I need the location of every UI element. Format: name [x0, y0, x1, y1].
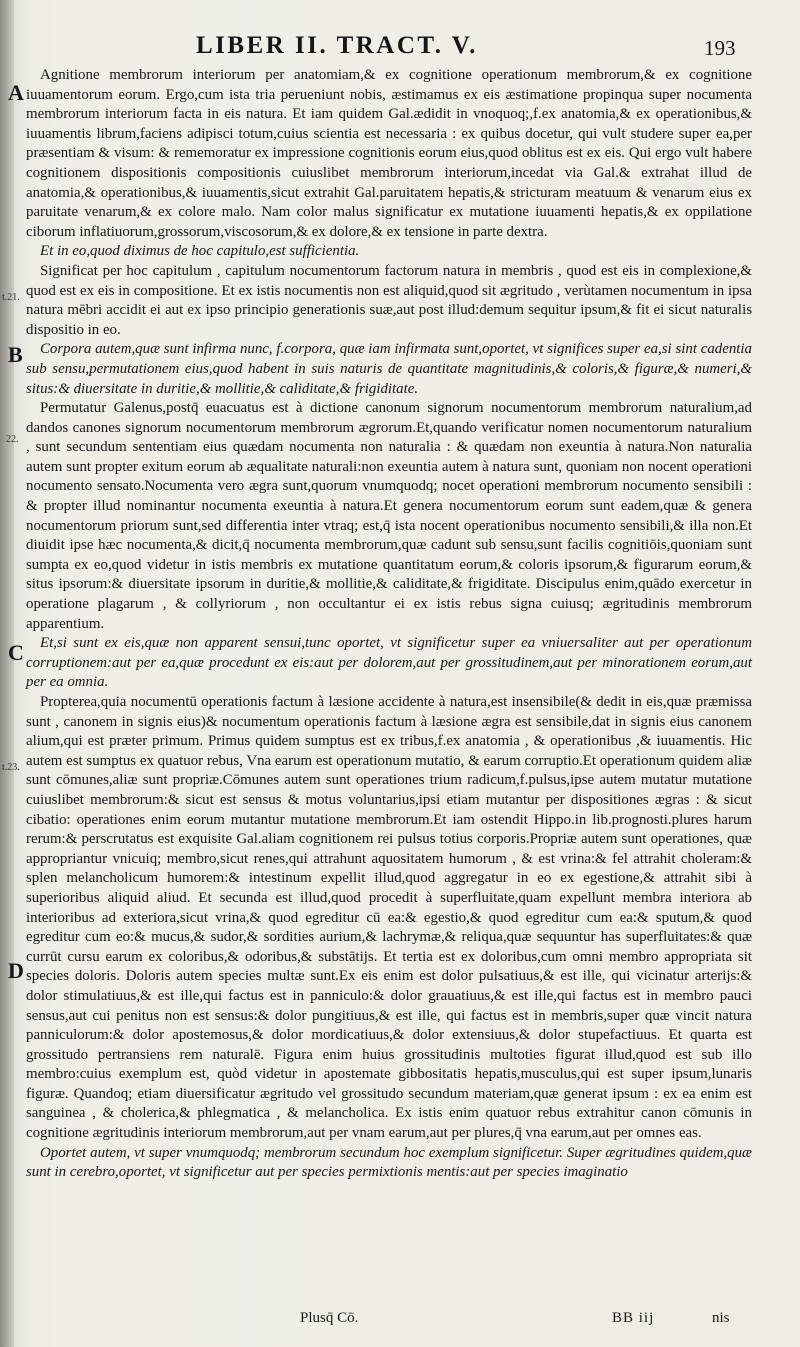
next-page-word: nis — [712, 1310, 730, 1326]
lemma-3: Et,si sunt ex eis,quæ non apparent sensui,tunc oportet, vt significetur super ea vniuersaliter aut per operationum corruptionem:aut per ea,quæ procedunt ex eis:aut per dolorem,aut per grossitudinem,aut per minorationem eorum,aut per ea omnia. — [26, 635, 752, 691]
page-footer — [0, 1308, 800, 1338]
lemma-2: Corpora autem,quæ sunt infirma nunc, f.corpora, quæ iam infirmata sunt,oportet, vt significes super ea,si sint cadentia sub sensu,permutationem eius,quod habent in suis naturis de quantitate magnitudinis,& coloris,& figuræ,& numeri,& situs:& diuersitate in duritie,& mollitie,& caliditate,& frigiditate. — [26, 341, 752, 397]
paragraph-1: Agnitione membrorum interiorum per anatomiam,& ex cognitione operationum membrorum,& ex cognitione iuuamentorum eorum. Ergo,cum ista tria perueniunt nobis, æstimamus ex eis æstimatione propinqua super nocumenta membrorum interiorum facta in eis natura. Et iam quidem Gal.ædidit in vnoquoq;,f.ex anatomia,& ex operationibus,& iuuamentis librum,faciens adipisci totum,cuius scientia est necessaria : ex quibus docetur, qui vult studere super ea,per præsentiam & visum: & rememoratur ex impressione cognitionis eorum eius,quod oblitus est ex eis. Qui ergo vult habere cognitionem dispositionis compositionis cuiuslibet membrorum interiorum,incedat via Gal.& extrahat illud de anatomia,& operationibus,& iuuamentis,sicut extrahit Gal.paruitatem hepatis,& stricturam meatuum & venarum eius ex paruitate venarum,& ex colore malo. Nam color malus significatur ex mutatione iuuamenti hepatis,& ex oppilatione ciborum inflatiuorum,grossorum,viscosorum,& ex dolore,& ex tensione in parte dextra. — [26, 67, 752, 240]
margin-letter-a: A — [8, 80, 24, 105]
page-number: 193 — [704, 36, 736, 60]
paragraph-3: Permutatur Galenus,postq̄ euacuatus est à dictione canonum signorum nocumentorum membrorum naturalium,ad dandos canones signorum nocumentorum membrorum ægrorum.Et,quando verificatur nomen nocumentorum naturalium , sunt secundum sententiam eius quædam nocumenta non naturalia : & quædam non exeuntia à natura.Non naturalia autem sunt propter exitum eorum ab æqualitate naturali:non exeuntia autem à natura sunt, quoniam non nocent operationi nocumento sensato.Nocumenta vero ægra sunt,quorum vnumquodq; nocet operationi membrorum nocumento sensibili : & propter illud nominantur nocumenta exeuntia à natura.Et genera nocumentorum eorum sunt eadem,quæ & genera nocumentorum priorum sunt,sed differentia inter vtraq; est,q̄ ista nocent operationibus nocumento sensibili,& illa non.Et diuidit ipse hæc nocumenta,& dicit,q̄ nocumenta membrorum,quæ cadunt sub sensu,sunt facilis cognitiōis,quoniam sunt sumpta ex eo,quod videtur in istis membris ex mutatione quantitatum eorum,& coloris ipsorum,& figurarum eorum,& situs ipsorum:& diuersitate ipsorum in duritie,& mollitie,& caliditate,& frigiditate. Discipulus enim,quādo exercetur in operatione plagarum , & collyriorum , non occultantur ei ex istis rebus signa cuiusq; ægritudinis membrorum apparentium. — [26, 400, 752, 632]
paragraph-2: Significat per hoc capitulum , capitulum nocumentorum factorum natura in membris , quod est eis in complexione,& quod est ex eis in compositione. Et ex istis nocumentis non est aliquid,quod sit ægritudo , verùtamen nocumentum in ipsa natura mēbri accidit ei aut ex ipso principio generationis suæ,aut post illud:demum sequitur ipsum,& fit ei sicut naturalis dispositio in eo. — [26, 262, 752, 338]
page-header — [0, 30, 800, 66]
running-title: LIBER II. TRACT. V. — [196, 32, 478, 59]
margin-letter-d: D — [8, 958, 24, 983]
margin-letter-c: C — [8, 640, 24, 665]
margin-note-22: 22. — [6, 434, 19, 445]
catchword: Plusq̄ Cō. — [300, 1310, 359, 1326]
body-text — [26, 66, 752, 1183]
gutter-shadow — [0, 0, 14, 1347]
lemma-1: Et in eo,quod diximus de hoc capitulo,est sufficientia. — [40, 243, 360, 260]
margin-note-t21: t.21. — [2, 292, 20, 303]
paragraph-4: Propterea,quia nocumentū operationis factum à læsione accidente à natura,est insensibile(& dedit in eis,quæ præmissa sunt , canonem in signis eius)& nocumentum operationis factum à læsione ægra est sensibile,dat in signis eius canonem alium,qui est præter primum. Primus quidem sumptus est ex tribus,f.ex anatomia , & operationibus ,& iuuamentis. Hic autem est sumptus ex quatuor rebus, Vna earum est operationum mutatio, & earum corruptio.Et operationum quidem aliæ sunt cōmunes,aliæ sunt propriæ.Cōmunes autem sunt operationes trium radicum,f.pulsus,ipse autem mutatur mutatione cuiuslibet membrorum:& sicut est sensus & motus voluntarius,ipsi etiam mutantur per dispositiones ægras : & sicut cibatio: operationes enim eorum mutantur mutatione membrorum.Et iam ostendit Hippo.in lib.prognosti.plures harum rerum:& perscrutatus est exquisite Gal.aliam cognitionem rei pulsus totius corporis.Propriæ autem sunt operationes, quæ appropriantur vnicuiq; membro,sicut renes,qui attrahunt aquositatem humorum , & est vrina:& fel attrahit choleram:& splen melancholicum humorem:& intestinum expellit illud,quod aggregatur in eo ex egestione,& attrahit sibi à superioribus aliquid aliud. Et secunda est illud,quod procedit à superfluitate,quam expellunt membra interiora ab interioribus ad exteriora,sicut vrina,& quod egreditur cū ea:& egestio,& quod egreditur cum ea:& sputum,& quod egreditur cum eo:& mucus,& sudor,& sordities aurium,& lachrymæ,& reliqua,quæ sequuntur has superfluitates:& quæ currūt cursu earum ex coloribus,& odoribus,& substātijs. Et tertia est ex doloribus,cum omni membro appropriata sit species doloris. Doloris autem species multæ sunt.Ex eis enim est dolor pulsatiuus,& est ille, qui vicinatur arterijs:& dolor stimulatiuus,& est ille,qui factus est in panniculo:& dolor grauatiuus,& est ille,qui factus est in membro pauci sensus,aut cui penitus non est sensus:& dolor pungitiuus,& est ille, qui factus est in membris,super quæ vincit natura panniculorum:& dolor apostemosus,& dolor mordicatiuus,& dolor extensiuus,& dolor stupefactiuus. Et quarta est grossitudo pertransiens rem naturalē. Figura enim huius grossitudinis multoties figurat illud,quod est sub illo membro:cuius exemplum est, quòd videtur in apostemate gibbositatis hepatis,musculus,qui est super ipsum,lunaris figuræ. Quandoq; etiam diuersificatur ægritudo vel grossitudo secundum materiam,quæ generat ipsum : ex ea enim est sanguinea , & cholerica,& phlegmatica , & melancholica. Ex istis enim quatuor rebus extrahitur canon cōmunis in cognitione ægritudinis interiorum membrorum,aut per vnam earum,aut per plures,q̄ vna earum,aut per omnes eas. — [26, 694, 752, 1142]
margin-note-t23: t.23. — [2, 762, 20, 773]
lemma-4: Oportet autem, vt super vnumquodq; membrorum secundum hoc exemplum significetur. Super ægritudines quidem,quæ sunt in cerebro,oportet, vt significetur aut per species permixtionis mentis:aut per species imaginatio — [26, 1144, 752, 1181]
margin-letter-b: B — [8, 342, 23, 367]
signature-mark: BB iij — [612, 1310, 655, 1326]
